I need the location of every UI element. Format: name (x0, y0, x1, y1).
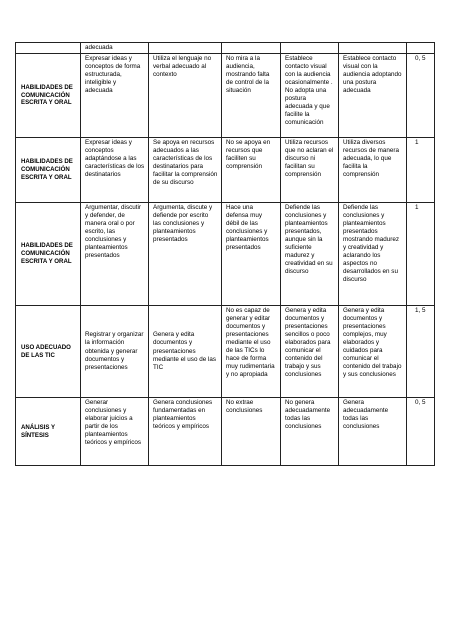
criterion-cell: HABILIDADES DE COMUNICACIÓN ESCRITA Y ORAL (16, 138, 81, 203)
table-row (16, 398, 435, 466)
score-cell (407, 43, 435, 54)
descriptor-cell: Argumenta, discute y defiende por escrito las conclusiones y planteamientos presentados (149, 203, 222, 306)
level-mid-cell: Establece contacto visual con la audiencia ocasionalmente . No adopta una postura adecuada y que facilite la comunicación (281, 54, 339, 138)
level-low-cell: Hace una defensa muy débil de las conclusiones y planteamientos presentados (222, 203, 281, 306)
level-low-cell: No extrae conclusiones (222, 398, 281, 466)
level-high-cell: Genera y edita documentos y presentaciones complejos, muy elaborados y cuidados para comunicar el contenido del trabajo y sus conclusiones (339, 306, 407, 398)
level-high-cell: Utiliza diversos recursos de manera adecuada, lo que facilita la comprensión (339, 138, 407, 203)
criterion-cell: USO ADECUADO DE LAS TIC (16, 306, 81, 398)
level-high-cell: Defiende las conclusiones y planteamientos presentados mostrando madurez y creatividad y aclarando los aspectos no desarrollados en su discurso (339, 203, 407, 306)
level-low-cell: No mira a la audiencia, mostrando falta de control de la situación (222, 54, 281, 138)
competence-cell: Registrar y organizar la información obtenida y generar documentos y presentaciones (81, 306, 149, 398)
competence-cell: Expresar ideas y conceptos de forma estructurada, inteligible y adecuada (81, 54, 149, 138)
level-high-cell: Establece contacto visual con la audiencia adoptando una postura adecuada (339, 54, 407, 138)
level-high-cell: Genera adecuadamente todas las conclusiones (339, 398, 407, 466)
descriptor-cell: Utiliza el lenguaje no verbal adecuado al contexto (149, 54, 222, 138)
table-row (16, 138, 435, 203)
criterion-cell: ANÁLISIS Y SÍNTESIS (16, 398, 81, 466)
score-cell: 1 (407, 203, 435, 306)
competence-cell: adecuada (81, 43, 149, 54)
criterion-cell (16, 43, 81, 54)
level-mid-cell (281, 43, 339, 54)
descriptor-cell: Se apoya en recursos adecuados a las características de los destinatarios para facilitar la comprensión de su discurso (149, 138, 222, 203)
level-low-cell (222, 43, 281, 54)
score-cell: 0, 5 (407, 398, 435, 466)
table-row (16, 54, 435, 138)
descriptor-cell (149, 43, 222, 54)
descriptor-cell: Genera conclusiones fundamentadas en planteamientos teóricos y empíricos (149, 398, 222, 466)
score-cell: 0, 5 (407, 54, 435, 138)
criterion-cell: HABILIDADES DE COMUNICACIÓN ESCRITA Y ORAL (16, 203, 81, 306)
table-row (16, 43, 435, 54)
level-mid-cell: Utiliza recursos que no aclaran el discurso ni facilitan su comprensión (281, 138, 339, 203)
level-mid-cell: Genera y edita documentos y presentaciones sencillos o poco elaborados para comunicar el contenido del trabajo y sus conclusiones (281, 306, 339, 398)
level-low-cell: No se apoya en recursos que faciliten su comprensión (222, 138, 281, 203)
competence-cell: Argumentar, discutir y defender, de manera oral o por escrito, las conclusiones y planteamientos presentados (81, 203, 149, 306)
table-row (16, 203, 435, 306)
competence-cell: Expresar ideas y conceptos adaptándose a las características de los destinatarios (81, 138, 149, 203)
score-cell: 1, 5 (407, 306, 435, 398)
evaluation-rubric-table (15, 42, 435, 466)
level-mid-cell: Defiende las conclusiones y planteamientos presentados, aunque sin la suficiente madurez y creatividad en su discurso (281, 203, 339, 306)
level-mid-cell: No genera adecuadamente todas las conclusiones (281, 398, 339, 466)
table-row (16, 306, 435, 398)
descriptor-cell: Genera y edita documentos y presentaciones mediante el uso de las TIC (149, 306, 222, 398)
competence-cell: Generar conclusiones y elaborar juicios a partir de los planteamientos teóricos y empíricos (81, 398, 149, 466)
score-cell: 1 (407, 138, 435, 203)
level-high-cell (339, 43, 407, 54)
level-low-cell: No es capaz de generar y editar documentos y presentaciones mediante el uso de las TICs lo hace de forma muy rudimentaria y no apropiada (222, 306, 281, 398)
criterion-cell: HABILIDADES DE COMUNICACIÓN ESCRITA Y ORAL (16, 54, 81, 138)
